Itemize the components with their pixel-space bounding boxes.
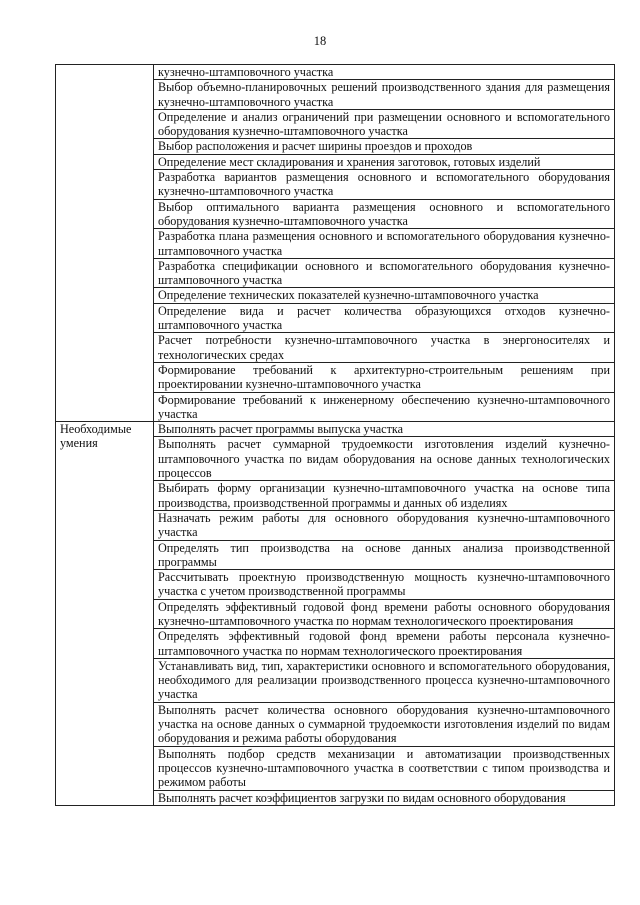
skill-item: Определять эффективный годовой фонд времени работы персонала кузнечно-штамповочного участка по нормам технологического проектирования	[154, 629, 615, 659]
knowledge-item: Определение мест складирования и хранения заготовок, готовых изделий	[154, 154, 615, 169]
knowledge-item: Определение и анализ ограничений при размещении основного и вспомогательного оборудования кузнечно-штамповочного участка	[154, 109, 615, 139]
knowledge-item: Разработка плана размещения основного и вспомогательного оборудования кузнечно-штамповочного участка	[154, 229, 615, 259]
page-number: 18	[313, 34, 327, 48]
skill-item: Выполнять подбор средств механизации и автоматизации производственных процессов кузнечно-штамповочного участка в соответствии с типом производства и режимом работы	[154, 746, 615, 790]
skill-item: Определять эффективный годовой фонд времени работы основного оборудования кузнечно-штамповочного участка по нормам технологического проектирования	[154, 599, 615, 629]
table-row	[56, 65, 615, 80]
skill-item: Определять тип производства на основе данных анализа производственной программы	[154, 540, 615, 570]
label-cell-empty	[56, 65, 154, 422]
knowledge-item: кузнечно-штамповочного участка	[154, 65, 615, 80]
knowledge-item: Разработка вариантов размещения основного и вспомогательного оборудования кузнечно-штамповочного участка	[154, 170, 615, 200]
skill-item: Выполнять расчет программы выпуска участка	[154, 422, 615, 437]
skills-label-line2: умения	[60, 436, 98, 451]
skill-item: Рассчитывать проектную производственную мощность кузнечно-штамповочного участка с учетом производственной программы	[154, 570, 615, 600]
skills-label-cell	[56, 422, 154, 806]
skill-item: Устанавливать вид, тип, характеристики основного и вспомогательного оборудования, необходимого для реализации производственного процесса кузнечно-штамповочного участка	[154, 658, 615, 702]
knowledge-item: Определение технических показателей кузнечно-штамповочного участка	[154, 288, 615, 303]
table-row	[56, 422, 615, 437]
knowledge-item: Разработка спецификации основного и вспомогательного оборудования кузнечно-штамповочного участка	[154, 258, 615, 288]
knowledge-item: Формирование требований к архитектурно-строительным решениям при проектировании кузнечно-штамповочного участка	[154, 362, 615, 392]
knowledge-item: Выбор оптимального варианта размещения основного и вспомогательного оборудования кузнечно-штамповочного участка	[154, 199, 615, 229]
skills-label-line1: Необходимые	[60, 422, 132, 437]
knowledge-item: Определение вида и расчет количества образующихся отходов кузнечно-штамповочного участка	[154, 303, 615, 333]
knowledge-item: Выбор объемно-планировочных решений производственного здания для размещения кузнечно-штамповочного участка	[154, 80, 615, 110]
skill-item: Выполнять расчет количества основного оборудования кузнечно-штамповочного участка на основе данных о суммарной трудоемкости изготовления изделий по видам оборудования и режима работы оборудования	[154, 702, 615, 746]
skill-item: Выполнять расчет коэффициентов загрузки по видам основного оборудования	[154, 790, 615, 805]
knowledge-item: Формирование требований к инженерному обеспечению кузнечно-штамповочного участка	[154, 392, 615, 422]
knowledge-item: Выбор расположения и расчет ширины проездов и проходов	[154, 139, 615, 154]
skill-item: Выполнять расчет суммарной трудоемкости изготовления изделий кузнечно-штамповочного участка по видам оборудования на основе данных технологических процессов	[154, 437, 615, 481]
knowledge-item: Расчет потребности кузнечно-штамповочного участка в энергоносителях и технологических средах	[154, 333, 615, 363]
skill-item: Выбирать форму организации кузнечно-штамповочного участка на основе типа производства, производственной программы и данных об изделиях	[154, 481, 615, 511]
skill-item: Назначать режим работы для основного оборудования кузнечно-штамповочного участка	[154, 510, 615, 540]
competency-table	[55, 64, 615, 806]
